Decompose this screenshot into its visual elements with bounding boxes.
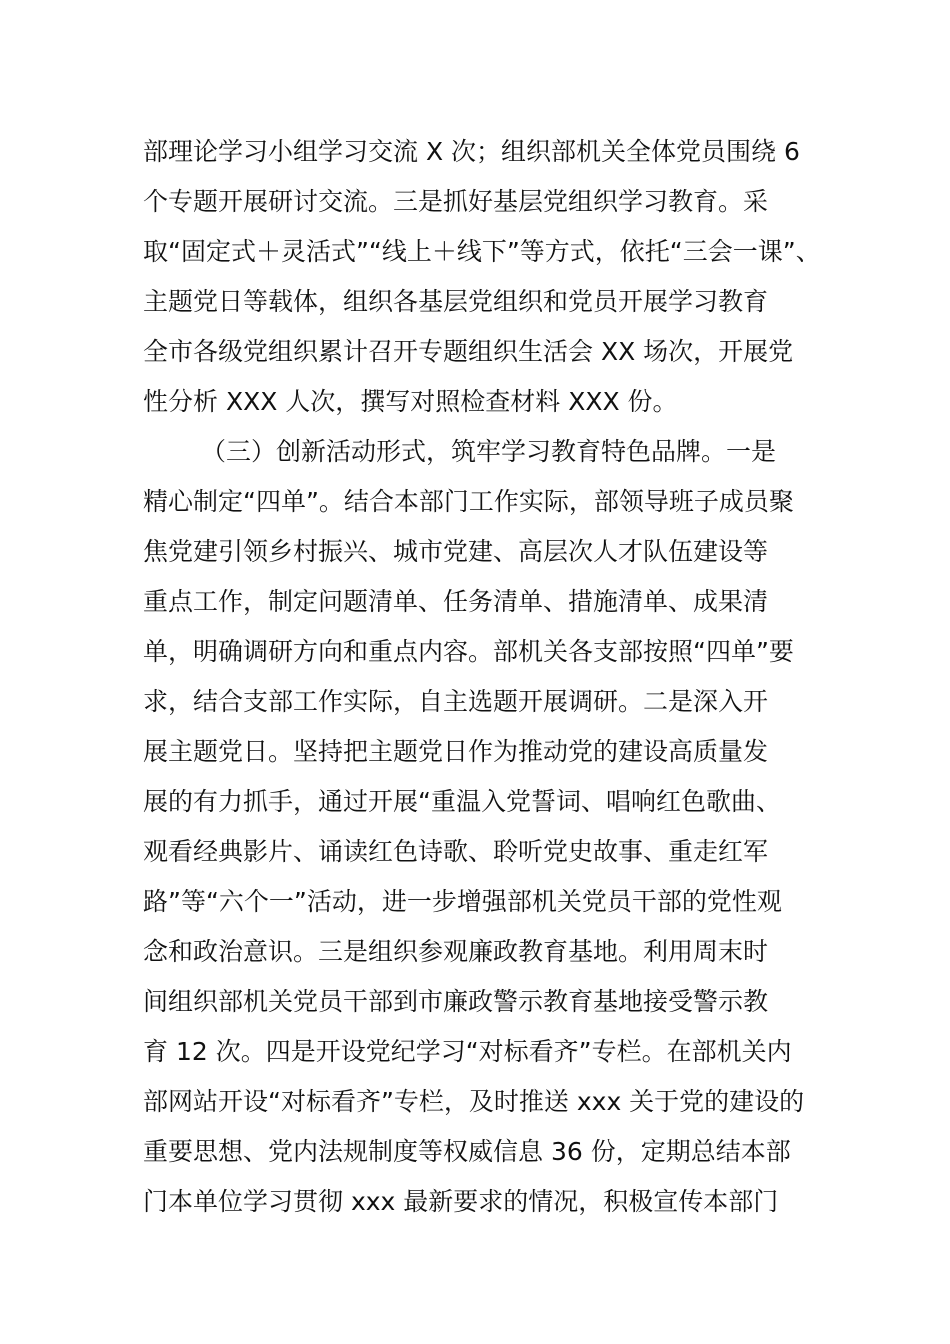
text-line: 重点工作，制定问题清单、任务清单、措施清单、成果清 (143, 587, 769, 616)
text-line: 单，明确调研方向和重点内容。部机关各支部按照“四单”要 (143, 637, 794, 666)
text-line: 展主题党日。坚持把主题党日作为推动党的建设高质量发 (143, 737, 769, 766)
text-line: 展的有力抓手，通过开展“重温入党誓词、唱响红色歌曲、 (143, 787, 781, 816)
text-line: 主题党日等载体，组织各基层党组织和党员开展学习教育 (143, 287, 769, 316)
text-line: 门本单位学习贯彻 xxx 最新要求的情况，积极宣传本部门 (143, 1187, 779, 1216)
text-line: 部理论学习小组学习交流 X 次；组织部机关全体党员围绕 6 (143, 137, 800, 166)
text-line: 焦党建引领乡村振兴、城市党建、高层次人才队伍建设等 (143, 537, 769, 566)
text-line: 全市各级党组织累计召开专题组织生活会 XX 场次，开展党 (143, 337, 794, 366)
text-line: 个专题开展研讨交流。三是抓好基层党组织学习教育。采 (143, 187, 769, 216)
text-line: 部网站开设“对标看齐”专栏，及时推送 xxx 关于党的建设的 (143, 1087, 805, 1116)
section-heading-line: （三）创新活动形式，筑牢学习教育特色品牌。一是 (201, 437, 777, 466)
text-line: 念和政治意识。三是组织参观廉政教育基地。利用周末时 (143, 937, 769, 966)
text-line: 性分析 XXX 人次，撰写对照检查材料 XXX 份。 (143, 387, 678, 416)
text-line: 精心制定“四单”。结合本部门工作实际，部领导班子成员聚 (143, 487, 794, 516)
text-line: 育 12 次。四是开设党纪学习“对标看齐”专栏。在部机关内 (143, 1037, 792, 1066)
text-line: 路”等“六个一”活动，进一步增强部机关党员干部的党性观 (143, 887, 782, 916)
text-line: 取“固定式＋灵活式”“线上＋线下”等方式，依托“三会一课”、 (143, 237, 821, 266)
body-text (143, 127, 833, 1227)
text-line: 间组织部机关党员干部到市廉政警示教育基地接受警示教 (143, 987, 769, 1016)
text-line: 重要思想、党内法规制度等权威信息 36 份，定期总结本部 (143, 1137, 791, 1166)
text-line: 求，结合支部工作实际，自主选题开展调研。二是深入开 (143, 687, 769, 716)
text-line: 观看经典影片、诵读红色诗歌、聆听党史故事、重走红军 (143, 837, 769, 866)
